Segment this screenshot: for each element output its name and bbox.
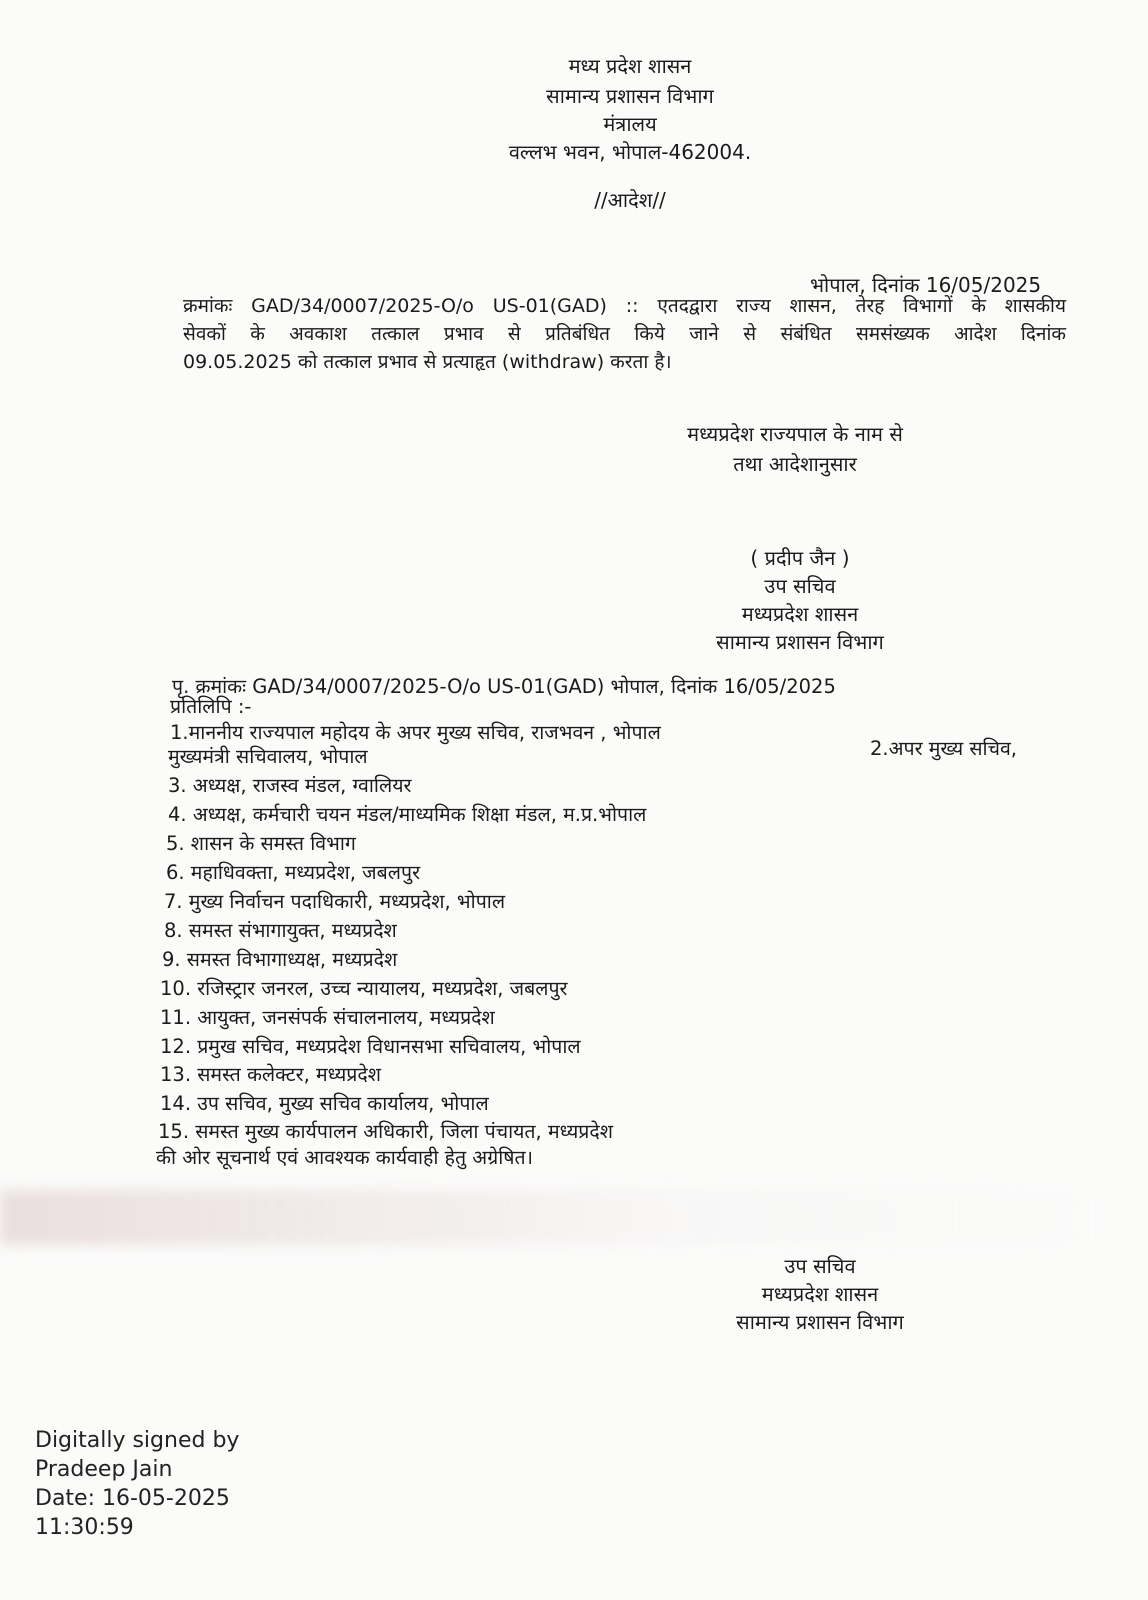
copy-label: प्रतिलिपि :- [170,695,252,718]
digital-signature-label: Digitally signed by [35,1428,240,1453]
paragraph-line: सेवकों के अवकाश तत्काल प्रभाव से प्रतिबंधित किये जाने से संबंधित समसंख्यक आदेश दिनांक [183,323,1066,345]
signatory-govt: मध्यप्रदेश शासन [741,602,859,626]
header-address: वल्लभ भवन, भोपाल-462004. [508,140,752,164]
signatory-name: ( प्रदीप जैन ) [750,546,850,570]
header-ministry: मंत्रालय [603,112,657,136]
copy-item: 8. समस्त संभागायुक्त, मध्यप्रदेश [164,919,397,942]
footer-govt: मध्यप्रदेश शासन [761,1282,879,1306]
authority-line-1: मध्यप्रदेश राज्यपाल के नाम से [687,422,903,446]
signatory-designation: उप सचिव [764,574,836,598]
closing-line: की ओर सूचनार्थ एवं आवश्यक कार्यवाही हेतु अग्रेषित। [156,1146,534,1169]
copy-item: 7. मुख्य निर्वाचन पदाधिकारी, मध्यप्रदेश, भोपाल [164,890,506,913]
scan-smear [0,1190,1148,1245]
authority-line-2: तथा आदेशानुसार [733,452,857,476]
endorsement-ref: पृ. क्रमांकः GAD/34/0007/2025-O/o US-01(GAD) भोपाल, दिनांक 16/05/2025 [172,675,836,698]
copy-item: 11. आयुक्त, जनसंपर्क संचालनालय, मध्यप्रदेश [160,1006,495,1029]
copy-item: 15. समस्त मुख्य कार्यपालन अधिकारी, जिला पंचायत, मध्यप्रदेश [158,1120,613,1143]
header-govt: मध्य प्रदेश शासन [568,54,692,78]
order-date: भोपाल, दिनांक 16/05/2025 [810,273,1042,297]
copy-item: 3. अध्यक्ष, राजस्व मंडल, ग्वालियर [168,774,412,797]
copy-item: 2.अपर मुख्य सचिव, [870,737,1017,760]
signatory-dept: सामान्य प्रशासन विभाग [716,630,884,654]
footer-designation: उप सचिव [784,1254,856,1278]
copy-item: 9. समस्त विभागाध्यक्ष, मध्यप्रदेश [162,948,398,971]
copy-item: 13. समस्त कलेक्टर, मध्यप्रदेश [160,1063,381,1086]
footer-dept: सामान्य प्रशासन विभाग [736,1310,904,1334]
paragraph-line: क्रमांकः GAD/34/0007/2025-O/o US-01(GAD) :: एतदद्वारा राज्य शासन, तेरह विभागों के शासकीय [183,295,1066,317]
copy-item: 5. शासन के समस्त विभाग [166,832,356,855]
copy-item-continued: मुख्यमंत्री सचिवालय, भोपाल [168,745,368,768]
digital-signature-time: 11:30:59 [35,1515,134,1540]
copy-item: 14. उप सचिव, मुख्य सचिव कार्यालय, भोपाल [160,1092,489,1115]
order-title: //आदेश// [594,188,666,212]
copy-item: 4. अध्यक्ष, कर्मचारी चयन मंडल/माध्यमिक शिक्षा मंडल, म.प्र.भोपाल [168,803,647,826]
copy-item: 10. रजिस्ट्रार जनरल, उच्च न्यायालय, मध्यप्रदेश, जबलपुर [160,977,568,1000]
digital-signature-name: Pradeep Jain [35,1457,173,1482]
copy-item: 6. महाधिवक्ता, मध्यप्रदेश, जबलपुर [166,861,421,884]
copy-item: 1.माननीय राज्यपाल महोदय के अपर मुख्य सचिव, राजभवन , भोपाल [170,721,661,744]
paragraph-line: 09.05.2025 को तत्काल प्रभाव से प्रत्याहृत (withdraw) करता है। [183,351,672,373]
header-department: सामान्य प्रशासन विभाग [546,84,714,108]
digital-signature-date: Date: 16-05-2025 [35,1486,230,1511]
order-paragraph [183,292,1066,376]
copy-item: 12. प्रमुख सचिव, मध्यप्रदेश विधानसभा सचिवालय, भोपाल [160,1035,581,1058]
